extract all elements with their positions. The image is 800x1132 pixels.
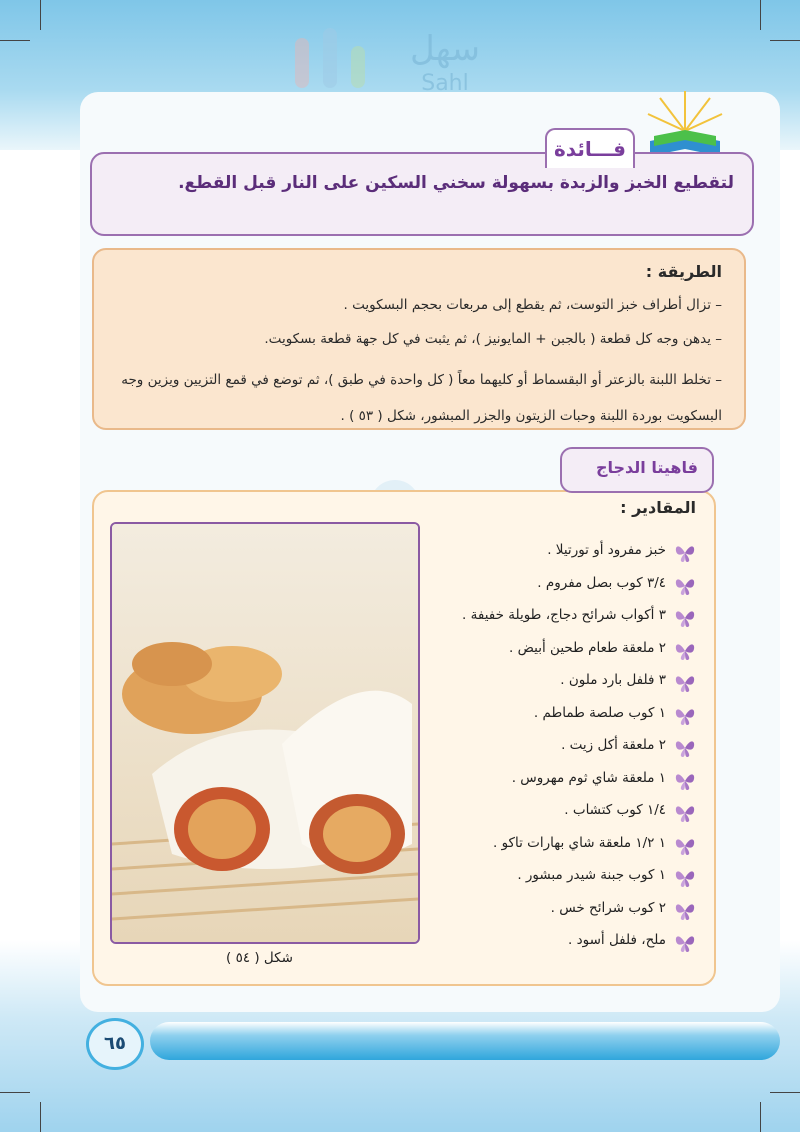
tip-text: لتقطيع الخبز والزبدة بسهولة سخني السكين على النار قبل القطع. [178, 173, 734, 193]
butterfly-bullet-icon [674, 575, 696, 597]
ingredient-text: ٣ أكواب شرائح دجاج، طويلة خفيفة . [462, 607, 666, 623]
butterfly-bullet-icon [674, 607, 696, 629]
ingredient-text: ١ كوب جبنة شيدر مبشور . [517, 867, 666, 883]
fajita-image-icon [112, 524, 418, 942]
watermark-brand-ar: سهل [410, 29, 480, 69]
ingredient-item [396, 540, 696, 568]
ingredient-text: ٣ فلفل بارد ملون . [560, 672, 666, 688]
butterfly-bullet-icon [674, 932, 696, 954]
ingredient-item [396, 735, 696, 763]
crop-mark [770, 40, 800, 41]
butterfly-bullet-icon [674, 802, 696, 824]
ingredient-text: ٣/٤ كوب بصل مفروم . [537, 574, 666, 591]
ingredient-item [396, 930, 696, 958]
method-title: الطريقة : [645, 262, 722, 281]
ingredient-text: ملح، فلفل أسود . [568, 932, 666, 948]
ingredient-item [396, 670, 696, 698]
ingredient-item [396, 573, 696, 601]
butterfly-bullet-icon [674, 542, 696, 564]
butterfly-bullet-icon [674, 900, 696, 922]
crop-mark [760, 1102, 761, 1132]
ingredient-item [396, 833, 696, 861]
recipe-title-box [560, 447, 714, 493]
ingredient-item [396, 605, 696, 633]
crop-mark [40, 0, 41, 30]
crop-mark [0, 40, 30, 41]
ingredient-text: ١/٤ كوب كتشاب . [564, 802, 666, 818]
butterfly-bullet-icon [674, 737, 696, 759]
fajita-photo [110, 522, 420, 944]
ingredient-text: ١ ١/٢ ملعقة شاي بهارات تاكو . [493, 834, 666, 851]
ingredient-item [396, 768, 696, 796]
butterfly-bullet-icon [674, 867, 696, 889]
ingredient-text: خبز مفرود أو تورتيلا . [547, 542, 666, 558]
watermark-logo-icon [285, 18, 525, 98]
butterfly-bullet-icon [674, 640, 696, 662]
ingredients-title: المقادير : [620, 498, 696, 517]
tip-box [90, 152, 754, 236]
tip-label: فـــائدة [554, 137, 626, 161]
page-number-badge [86, 1018, 144, 1070]
watermark-brand-en: Sahl [421, 71, 469, 96]
butterfly-bullet-icon [674, 835, 696, 857]
butterfly-bullet-icon [674, 705, 696, 727]
crop-mark [760, 0, 761, 30]
crop-mark [40, 1102, 41, 1132]
ingredient-item [396, 703, 696, 731]
butterfly-bullet-icon [674, 672, 696, 694]
ingredient-text: ٢ كوب شرائح خس . [550, 899, 666, 916]
method-line: – تزال أطراف خبز التوست، ثم يقطع إلى مربعات بحجم البسكويت . [343, 297, 722, 313]
recipe-title: فاهيتا الدجاج [595, 458, 698, 477]
method-line: – تخلط اللبنة بالزعتر أو البقسماط أو كليهما معاً ( كل واحدة في طبق )، ثم توضع في قمع التزيين ويزين وجه البسكويت بوردة اللبنة وحبات الزيتون والجزر المبشور، شكل ( ٥٣ ) . [121, 372, 722, 424]
ingredient-item [396, 898, 696, 926]
tip-label-tab [545, 128, 635, 168]
crop-mark [0, 1092, 30, 1093]
ingredient-text: ١ كوب صلصة طماطم . [533, 704, 666, 721]
figure-caption: شكل ( ٥٤ ) [226, 950, 293, 966]
ingredient-text: ٢ ملعقة طعام طحين أبيض . [509, 639, 666, 656]
method-box [92, 248, 746, 430]
method-line: – يدهن وجه كل قطعة ( بالجبن + المايونيز )، ثم يثبت في كل جهة قطعة بسكويت. [264, 331, 722, 347]
ingredient-text: ٢ ملعقة أكل زيت . [561, 737, 666, 753]
footer-bar [150, 1022, 780, 1060]
ingredient-item [396, 865, 696, 893]
page-number: ٦٥ [104, 1033, 126, 1054]
butterfly-bullet-icon [674, 770, 696, 792]
crop-mark [770, 1092, 800, 1093]
ingredient-item [396, 638, 696, 666]
ingredient-text: ١ ملعقة شاي ثوم مهروس . [511, 769, 666, 786]
watermark-logo [285, 18, 525, 98]
ingredient-item [396, 800, 696, 828]
